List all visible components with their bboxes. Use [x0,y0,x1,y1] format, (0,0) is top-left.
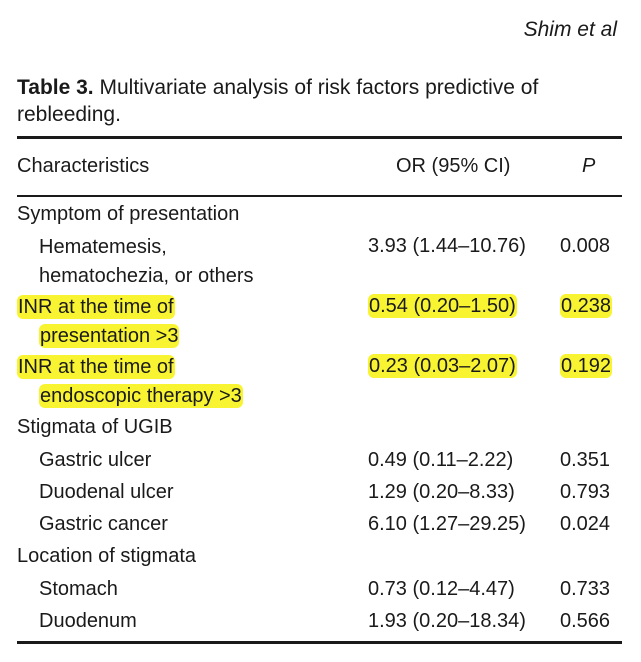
table-bottom-rule [17,641,622,644]
row-or-value: 6.10 (1.27–29.25) [368,513,526,535]
row-p-value [560,295,612,318]
row-label: Gastric cancer [39,513,168,535]
row-p-value: 0.566 [560,610,611,632]
row-p-highlight: 0.238 [561,295,612,317]
row-label [17,293,179,351]
table-caption-label: Table 3. [17,76,94,99]
table-caption [17,74,622,128]
row-p-highlight: 0.192 [561,355,612,377]
row-label [39,233,254,291]
row-label-line1-highlight: INR at the time of [18,296,174,318]
row-label-line2-highlight: presentation >3 [40,325,179,347]
row-or-highlight: 0.23 (0.03–2.07) [369,355,516,377]
row-p-value: 0.024 [560,513,611,535]
column-header-characteristics: Characteristics [17,155,150,177]
row-p-value: 0.351 [560,449,611,471]
row-p-value: 0.733 [560,578,611,600]
row-label-line2-highlight: endoscopic therapy >3 [40,385,242,407]
table-header-rule [17,195,622,197]
row-or-value: 1.93 (0.20–18.34) [368,610,526,632]
row-or-value: 0.73 (0.12–4.47) [368,578,515,600]
column-header-or: OR (95% CI) [396,155,511,177]
row-label: Gastric ulcer [39,449,152,471]
running-header-author: Shim et al [523,18,617,41]
row-label [17,353,243,411]
table-caption-text: Multivariate analysis of risk factors predictive of rebleeding. [17,76,539,126]
group-label: Symptom of presentation [17,203,240,225]
column-header-p: P [582,155,596,177]
row-label: Duodenal ulcer [39,481,174,503]
row-or-highlight: 0.54 (0.20–1.50) [369,295,516,317]
group-label: Location of stigmata [17,545,196,567]
row-or-value: 0.49 (0.11–2.22) [368,449,514,471]
row-p-value [560,355,612,378]
row-p-value: 0.008 [560,235,611,257]
row-label-line2: hematochezia, or others [39,265,254,287]
table-top-rule [17,136,622,139]
row-p-value: 0.793 [560,481,611,503]
row-label: Duodenum [39,610,137,632]
row-or-value [368,355,517,378]
row-label-line1: Hematemesis, [39,236,167,258]
row-label-line1-highlight: INR at the time of [18,356,174,378]
row-or-value: 3.93 (1.44–10.76) [368,235,526,257]
row-or-value [368,295,517,318]
row-label: Stomach [39,578,118,600]
group-label: Stigmata of UGIB [17,416,173,438]
row-or-value: 1.29 (0.20–8.33) [368,481,515,503]
